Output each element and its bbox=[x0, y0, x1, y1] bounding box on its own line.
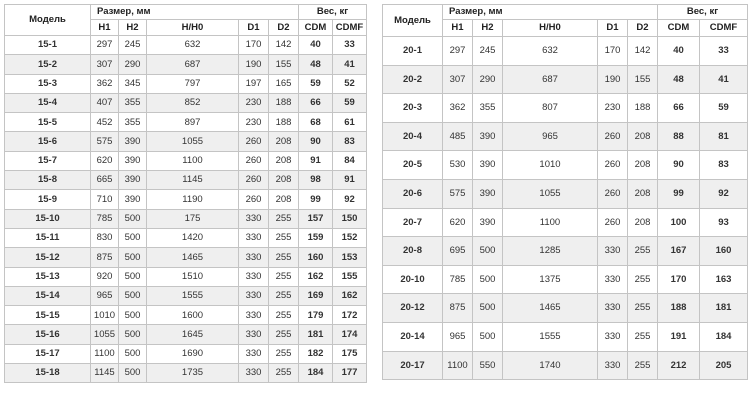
cell-h1: 452 bbox=[91, 113, 119, 132]
cell-cdmf: 175 bbox=[333, 344, 367, 363]
cell-d1: 330 bbox=[598, 237, 628, 266]
cell-h1: 965 bbox=[443, 322, 473, 351]
cell-cdm: 100 bbox=[658, 208, 700, 237]
cell-h2: 355 bbox=[119, 113, 147, 132]
cell-model: 20-10 bbox=[383, 265, 443, 294]
cell-cdmf: 33 bbox=[700, 37, 748, 66]
cell-d2: 208 bbox=[628, 208, 658, 237]
cell-model: 15-2 bbox=[5, 55, 91, 74]
cell-h2: 500 bbox=[119, 306, 147, 325]
table-row bbox=[5, 344, 367, 363]
cell-h1: 875 bbox=[443, 294, 473, 323]
cell-cdmf: 93 bbox=[700, 208, 748, 237]
cell-cdmf: 33 bbox=[333, 36, 367, 55]
cell-d2: 208 bbox=[269, 190, 299, 209]
cell-h1: 965 bbox=[91, 286, 119, 305]
cell-cdm: 162 bbox=[299, 267, 333, 286]
cell-cdmf: 83 bbox=[700, 151, 748, 180]
cell-cdmf: 59 bbox=[333, 93, 367, 112]
cell-model: 15-13 bbox=[5, 267, 91, 286]
cell-h1: 575 bbox=[91, 132, 119, 151]
cell-h-h0: 1285 bbox=[503, 237, 598, 266]
cell-h-h0: 1645 bbox=[147, 325, 239, 344]
cell-d1: 330 bbox=[239, 364, 269, 383]
table-row bbox=[5, 267, 367, 286]
cell-d2: 255 bbox=[269, 344, 299, 363]
cell-h2: 355 bbox=[119, 93, 147, 112]
cell-cdmf: 52 bbox=[333, 74, 367, 93]
table-row bbox=[5, 171, 367, 190]
cell-h1: 575 bbox=[443, 179, 473, 208]
cell-d2: 165 bbox=[269, 74, 299, 93]
cell-cdm: 170 bbox=[658, 265, 700, 294]
column-header-d1: D1 bbox=[598, 20, 628, 37]
column-header-d2: D2 bbox=[628, 20, 658, 37]
cell-h-h0: 1100 bbox=[503, 208, 598, 237]
table-row bbox=[383, 37, 748, 66]
cell-h1: 1055 bbox=[91, 325, 119, 344]
cell-cdm: 212 bbox=[658, 351, 700, 380]
cell-model: 20-8 bbox=[383, 237, 443, 266]
table-row bbox=[5, 132, 367, 151]
cell-d1: 260 bbox=[239, 171, 269, 190]
cell-h2: 550 bbox=[473, 351, 503, 380]
group-header-size: Размер, мм bbox=[91, 5, 299, 20]
cell-h1: 710 bbox=[91, 190, 119, 209]
cell-cdm: 66 bbox=[658, 94, 700, 123]
cell-d2: 255 bbox=[269, 286, 299, 305]
column-header-h-h0: H/H0 bbox=[503, 20, 598, 37]
cell-h-h0: 1465 bbox=[503, 294, 598, 323]
cell-cdm: 40 bbox=[299, 36, 333, 55]
cell-d1: 260 bbox=[239, 190, 269, 209]
cell-model: 15-11 bbox=[5, 228, 91, 247]
cell-cdm: 48 bbox=[299, 55, 333, 74]
cell-d2: 255 bbox=[269, 228, 299, 247]
column-header-d1: D1 bbox=[239, 20, 269, 36]
cell-h-h0: 1600 bbox=[147, 306, 239, 325]
cell-d1: 330 bbox=[239, 228, 269, 247]
cell-h1: 920 bbox=[91, 267, 119, 286]
cell-h-h0: 1690 bbox=[147, 344, 239, 363]
cell-h2: 390 bbox=[119, 171, 147, 190]
cell-cdmf: 41 bbox=[700, 65, 748, 94]
cell-h-h0: 687 bbox=[147, 55, 239, 74]
cell-d1: 330 bbox=[598, 265, 628, 294]
cell-model: 15-3 bbox=[5, 74, 91, 93]
cell-cdm: 91 bbox=[299, 151, 333, 170]
cell-d1: 330 bbox=[239, 286, 269, 305]
cell-h1: 695 bbox=[443, 237, 473, 266]
cell-cdm: 188 bbox=[658, 294, 700, 323]
cell-cdm: 160 bbox=[299, 248, 333, 267]
cell-d2: 255 bbox=[269, 364, 299, 383]
column-header-cdmf: CDMF bbox=[700, 20, 748, 37]
cell-cdm: 48 bbox=[658, 65, 700, 94]
cell-cdmf: 81 bbox=[700, 122, 748, 151]
table-row bbox=[5, 113, 367, 132]
cell-h2: 500 bbox=[473, 322, 503, 351]
cell-d2: 255 bbox=[269, 267, 299, 286]
cell-model: 15-9 bbox=[5, 190, 91, 209]
cell-h-h0: 897 bbox=[147, 113, 239, 132]
cell-model: 20-3 bbox=[383, 94, 443, 123]
cell-d1: 260 bbox=[598, 208, 628, 237]
table-row bbox=[5, 190, 367, 209]
table-row bbox=[383, 122, 748, 151]
cell-cdm: 159 bbox=[299, 228, 333, 247]
cell-model: 20-14 bbox=[383, 322, 443, 351]
cell-h2: 500 bbox=[473, 294, 503, 323]
column-header-h2: H2 bbox=[119, 20, 147, 36]
cell-h-h0: 1375 bbox=[503, 265, 598, 294]
cell-h2: 390 bbox=[119, 190, 147, 209]
cell-d2: 188 bbox=[628, 94, 658, 123]
cell-h2: 345 bbox=[119, 74, 147, 93]
cell-cdmf: 181 bbox=[700, 294, 748, 323]
cell-cdm: 179 bbox=[299, 306, 333, 325]
cell-h-h0: 1055 bbox=[503, 179, 598, 208]
cell-model: 15-8 bbox=[5, 171, 91, 190]
cell-h-h0: 175 bbox=[147, 209, 239, 228]
dimensions-table-15 bbox=[4, 4, 367, 383]
cell-h2: 500 bbox=[119, 209, 147, 228]
cell-d1: 330 bbox=[239, 267, 269, 286]
cell-h-h0: 807 bbox=[503, 94, 598, 123]
cell-cdm: 99 bbox=[299, 190, 333, 209]
cell-h2: 500 bbox=[119, 344, 147, 363]
cell-h-h0: 1735 bbox=[147, 364, 239, 383]
cell-h1: 362 bbox=[91, 74, 119, 93]
cell-h-h0: 1010 bbox=[503, 151, 598, 180]
cell-h1: 785 bbox=[91, 209, 119, 228]
cell-h-h0: 1555 bbox=[503, 322, 598, 351]
cell-d1: 230 bbox=[598, 94, 628, 123]
cell-h-h0: 1055 bbox=[147, 132, 239, 151]
cell-h2: 500 bbox=[119, 325, 147, 344]
cell-cdmf: 174 bbox=[333, 325, 367, 344]
cell-d2: 142 bbox=[269, 36, 299, 55]
cell-h1: 665 bbox=[91, 171, 119, 190]
cell-cdmf: 153 bbox=[333, 248, 367, 267]
cell-model: 15-14 bbox=[5, 286, 91, 305]
cell-h2: 290 bbox=[119, 55, 147, 74]
table-row bbox=[383, 151, 748, 180]
cell-h-h0: 852 bbox=[147, 93, 239, 112]
table-row bbox=[5, 248, 367, 267]
cell-d2: 255 bbox=[269, 325, 299, 344]
cell-h-h0: 1555 bbox=[147, 286, 239, 305]
cell-d1: 330 bbox=[239, 325, 269, 344]
cell-model: 15-18 bbox=[5, 364, 91, 383]
cell-cdm: 169 bbox=[299, 286, 333, 305]
table-row bbox=[383, 179, 748, 208]
cell-d1: 330 bbox=[598, 351, 628, 380]
cell-model: 20-5 bbox=[383, 151, 443, 180]
table-row bbox=[383, 94, 748, 123]
table-row bbox=[383, 322, 748, 351]
cell-h2: 390 bbox=[473, 208, 503, 237]
cell-d2: 208 bbox=[628, 122, 658, 151]
cell-d1: 330 bbox=[239, 344, 269, 363]
cell-cdmf: 177 bbox=[333, 364, 367, 383]
cell-model: 15-17 bbox=[5, 344, 91, 363]
cell-h2: 500 bbox=[119, 286, 147, 305]
cell-cdmf: 61 bbox=[333, 113, 367, 132]
cell-d1: 260 bbox=[598, 179, 628, 208]
cell-model: 15-12 bbox=[5, 248, 91, 267]
column-header-d2: D2 bbox=[269, 20, 299, 36]
cell-cdmf: 92 bbox=[333, 190, 367, 209]
table-row bbox=[5, 286, 367, 305]
cell-cdm: 88 bbox=[658, 122, 700, 151]
cell-cdmf: 92 bbox=[700, 179, 748, 208]
table-row bbox=[5, 364, 367, 383]
table-row bbox=[383, 351, 748, 380]
cell-model: 20-2 bbox=[383, 65, 443, 94]
cell-cdmf: 150 bbox=[333, 209, 367, 228]
cell-h1: 785 bbox=[443, 265, 473, 294]
cell-h-h0: 965 bbox=[503, 122, 598, 151]
cell-cdmf: 172 bbox=[333, 306, 367, 325]
cell-cdmf: 83 bbox=[333, 132, 367, 151]
table-row bbox=[383, 294, 748, 323]
column-header-model: Модель bbox=[5, 5, 91, 36]
cell-h-h0: 632 bbox=[147, 36, 239, 55]
cell-h1: 875 bbox=[91, 248, 119, 267]
cell-h2: 500 bbox=[473, 265, 503, 294]
cell-cdm: 98 bbox=[299, 171, 333, 190]
cell-cdm: 191 bbox=[658, 322, 700, 351]
cell-h2: 390 bbox=[119, 132, 147, 151]
cell-h-h0: 1420 bbox=[147, 228, 239, 247]
cell-d1: 170 bbox=[598, 37, 628, 66]
cell-cdm: 90 bbox=[658, 151, 700, 180]
cell-d1: 260 bbox=[239, 132, 269, 151]
cell-h-h0: 1100 bbox=[147, 151, 239, 170]
cell-model: 15-10 bbox=[5, 209, 91, 228]
column-header-h-h0: H/H0 bbox=[147, 20, 239, 36]
cell-cdm: 66 bbox=[299, 93, 333, 112]
table-row bbox=[5, 325, 367, 344]
cell-cdmf: 184 bbox=[700, 322, 748, 351]
cell-h1: 362 bbox=[443, 94, 473, 123]
cell-h2: 245 bbox=[119, 36, 147, 55]
cell-cdmf: 160 bbox=[700, 237, 748, 266]
column-header-cdm: CDM bbox=[299, 20, 333, 36]
cell-d2: 255 bbox=[269, 306, 299, 325]
cell-d2: 255 bbox=[628, 322, 658, 351]
cell-h-h0: 1145 bbox=[147, 171, 239, 190]
cell-d2: 188 bbox=[269, 93, 299, 112]
cell-d1: 260 bbox=[239, 151, 269, 170]
cell-h2: 500 bbox=[119, 364, 147, 383]
cell-d2: 155 bbox=[269, 55, 299, 74]
cell-h2: 500 bbox=[119, 248, 147, 267]
cell-cdm: 182 bbox=[299, 344, 333, 363]
cell-d1: 230 bbox=[239, 113, 269, 132]
cell-d1: 190 bbox=[239, 55, 269, 74]
column-header-h2: H2 bbox=[473, 20, 503, 37]
cell-h2: 245 bbox=[473, 37, 503, 66]
cell-cdmf: 205 bbox=[700, 351, 748, 380]
cell-d1: 197 bbox=[239, 74, 269, 93]
cell-d1: 330 bbox=[239, 209, 269, 228]
cell-h2: 500 bbox=[473, 237, 503, 266]
table-row bbox=[5, 55, 367, 74]
cell-h1: 307 bbox=[91, 55, 119, 74]
cell-d2: 255 bbox=[269, 209, 299, 228]
cell-cdm: 184 bbox=[299, 364, 333, 383]
cell-d2: 188 bbox=[269, 113, 299, 132]
cell-model: 15-16 bbox=[5, 325, 91, 344]
column-header-h1: H1 bbox=[443, 20, 473, 37]
cell-model: 20-7 bbox=[383, 208, 443, 237]
table-row bbox=[383, 265, 748, 294]
cell-h2: 500 bbox=[119, 228, 147, 247]
group-header-weight: Вес, кг bbox=[658, 5, 748, 20]
cell-cdmf: 152 bbox=[333, 228, 367, 247]
cell-cdm: 181 bbox=[299, 325, 333, 344]
cell-h2: 500 bbox=[119, 267, 147, 286]
cell-d2: 208 bbox=[628, 179, 658, 208]
cell-h2: 390 bbox=[473, 179, 503, 208]
cell-d2: 208 bbox=[269, 171, 299, 190]
cell-model: 15-5 bbox=[5, 113, 91, 132]
table-row bbox=[5, 228, 367, 247]
table-body bbox=[5, 36, 367, 383]
cell-cdm: 68 bbox=[299, 113, 333, 132]
table-row bbox=[5, 36, 367, 55]
cell-d2: 155 bbox=[628, 65, 658, 94]
cell-h1: 297 bbox=[91, 36, 119, 55]
group-header-weight: Вес, кг bbox=[299, 5, 367, 20]
cell-model: 20-12 bbox=[383, 294, 443, 323]
cell-d1: 330 bbox=[598, 322, 628, 351]
group-header-size: Размер, мм bbox=[443, 5, 658, 20]
column-header-h1: H1 bbox=[91, 20, 119, 36]
cell-h1: 1010 bbox=[91, 306, 119, 325]
cell-h-h0: 1740 bbox=[503, 351, 598, 380]
cell-h1: 307 bbox=[443, 65, 473, 94]
cell-h-h0: 1465 bbox=[147, 248, 239, 267]
table-row bbox=[383, 237, 748, 266]
cell-d1: 330 bbox=[598, 294, 628, 323]
cell-h-h0: 1510 bbox=[147, 267, 239, 286]
table-row bbox=[383, 208, 748, 237]
cell-cdm: 99 bbox=[658, 179, 700, 208]
table-row bbox=[5, 209, 367, 228]
column-header-model: Модель bbox=[383, 5, 443, 37]
cell-h2: 390 bbox=[473, 151, 503, 180]
cell-h2: 355 bbox=[473, 94, 503, 123]
table-header bbox=[5, 5, 367, 36]
cell-d1: 330 bbox=[239, 248, 269, 267]
cell-cdm: 167 bbox=[658, 237, 700, 266]
cell-d2: 255 bbox=[628, 237, 658, 266]
cell-h1: 407 bbox=[91, 93, 119, 112]
cell-d1: 260 bbox=[598, 122, 628, 151]
cell-model: 15-1 bbox=[5, 36, 91, 55]
cell-cdmf: 91 bbox=[333, 171, 367, 190]
cell-d1: 230 bbox=[239, 93, 269, 112]
cell-model: 15-6 bbox=[5, 132, 91, 151]
dimensions-table-20 bbox=[382, 4, 748, 380]
cell-h1: 297 bbox=[443, 37, 473, 66]
table-row bbox=[5, 74, 367, 93]
cell-h1: 1100 bbox=[91, 344, 119, 363]
cell-h1: 830 bbox=[91, 228, 119, 247]
cell-h1: 620 bbox=[443, 208, 473, 237]
cell-cdmf: 41 bbox=[333, 55, 367, 74]
cell-cdm: 59 bbox=[299, 74, 333, 93]
cell-d2: 255 bbox=[628, 265, 658, 294]
cell-cdmf: 155 bbox=[333, 267, 367, 286]
cell-d1: 330 bbox=[239, 306, 269, 325]
cell-h1: 530 bbox=[443, 151, 473, 180]
table-row bbox=[5, 306, 367, 325]
table-row bbox=[5, 93, 367, 112]
cell-cdmf: 163 bbox=[700, 265, 748, 294]
table-row bbox=[383, 65, 748, 94]
cell-h1: 485 bbox=[443, 122, 473, 151]
cell-d2: 208 bbox=[269, 132, 299, 151]
cell-model: 20-1 bbox=[383, 37, 443, 66]
column-header-cdm: CDM bbox=[658, 20, 700, 37]
cell-cdmf: 84 bbox=[333, 151, 367, 170]
cell-model: 20-6 bbox=[383, 179, 443, 208]
cell-d2: 208 bbox=[628, 151, 658, 180]
cell-d2: 255 bbox=[628, 294, 658, 323]
cell-h-h0: 797 bbox=[147, 74, 239, 93]
cell-d1: 190 bbox=[598, 65, 628, 94]
cell-d2: 208 bbox=[269, 151, 299, 170]
table-row bbox=[5, 151, 367, 170]
cell-model: 20-4 bbox=[383, 122, 443, 151]
cell-d2: 255 bbox=[269, 248, 299, 267]
cell-cdm: 90 bbox=[299, 132, 333, 151]
cell-h2: 390 bbox=[119, 151, 147, 170]
cell-h-h0: 1190 bbox=[147, 190, 239, 209]
cell-model: 15-15 bbox=[5, 306, 91, 325]
cell-h-h0: 632 bbox=[503, 37, 598, 66]
cell-model: 20-17 bbox=[383, 351, 443, 380]
table-header bbox=[383, 5, 748, 37]
cell-h1: 1100 bbox=[443, 351, 473, 380]
cell-cdmf: 59 bbox=[700, 94, 748, 123]
table-body bbox=[383, 37, 748, 380]
cell-h2: 390 bbox=[473, 122, 503, 151]
cell-cdmf: 162 bbox=[333, 286, 367, 305]
cell-h-h0: 687 bbox=[503, 65, 598, 94]
cell-h1: 1145 bbox=[91, 364, 119, 383]
cell-cdm: 157 bbox=[299, 209, 333, 228]
column-header-cdmf: CDMF bbox=[333, 20, 367, 36]
cell-d2: 142 bbox=[628, 37, 658, 66]
cell-d1: 170 bbox=[239, 36, 269, 55]
cell-model: 15-7 bbox=[5, 151, 91, 170]
cell-d1: 260 bbox=[598, 151, 628, 180]
cell-cdm: 40 bbox=[658, 37, 700, 66]
cell-h1: 620 bbox=[91, 151, 119, 170]
cell-h2: 290 bbox=[473, 65, 503, 94]
cell-model: 15-4 bbox=[5, 93, 91, 112]
cell-d2: 255 bbox=[628, 351, 658, 380]
